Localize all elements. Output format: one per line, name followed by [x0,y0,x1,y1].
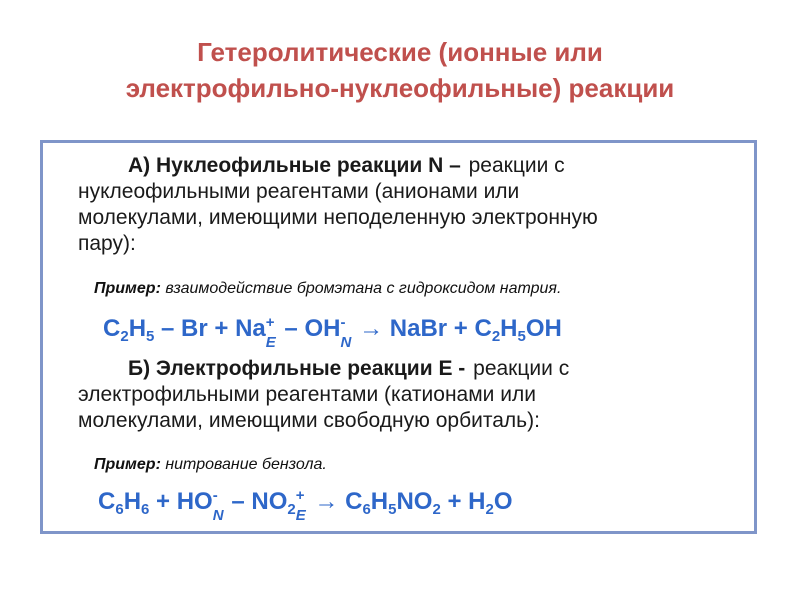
section-a [78,153,758,257]
eq-b-sub2: E [295,507,306,524]
slide-title [0,34,800,106]
example-a [94,280,561,298]
section-b-line2: электрофильными реагентами (катионами или [78,383,536,406]
eq-a-t5: → NaBr + C [352,315,492,342]
eq-a-s3: 2 [491,328,501,345]
eq-a-sub2: N [340,334,352,351]
eq-a-s1: 2 [120,328,129,345]
eq-b-sup2: + [295,487,305,504]
eq-b-t6: H [370,488,389,515]
eq-b-t1: C [98,488,116,515]
example-b-label: Пример: [94,456,161,473]
eq-b-t3: + HO [149,488,213,515]
section-a-line1: реакции с [468,154,565,177]
section-a-line4: пару): [78,232,136,255]
section-a-line2: нуклеофильными реагентами (анионами или [78,180,520,203]
eq-b-s1: 6 [115,501,124,518]
eq-b-s3: 2 [287,501,296,518]
eq-b-s7: 2 [485,501,494,518]
eq-b-s5: 5 [388,501,397,518]
eq-b-sup1: - [212,487,218,504]
eq-a-s2: 5 [146,328,155,345]
eq-b-t7: NO [396,488,433,515]
eq-b-t5: → C [307,488,363,515]
eq-b-s6: 2 [432,501,441,518]
content-box [40,140,757,534]
section-b-line1: реакции с [473,357,570,380]
title-line-1: Гетеролитические (ионные или [197,37,603,67]
eq-b-t9: O [493,488,513,515]
eq-b-t8: + H [440,488,486,515]
section-a-heading: А) Нуклеофильные реакции N – [128,154,461,177]
title-line-2: электрофильно-нуклеофильные) реакции [125,73,675,103]
example-b-text: нитрование бензола. [165,456,327,473]
section-a-line3: молекулами, имеющими неподеленную электронную [78,206,598,229]
equation-b [98,487,513,524]
equation-a [103,314,562,351]
eq-a-t7: OH [525,315,562,342]
eq-a-s4: 5 [517,328,526,345]
section-b-heading: Б) Электрофильные реакции Е - [128,357,466,380]
eq-a-sup1: + [265,314,275,331]
eq-a-t6: H [500,315,518,342]
eq-a-t1: C [103,315,121,342]
eq-a-sup2: - [340,314,346,331]
section-b-line3: молекулами, имеющими свободную орбиталь): [78,409,540,432]
eq-a-t4: – OH [277,315,341,342]
eq-b-s2: 6 [141,501,150,518]
eq-a-sub1: E [265,334,276,351]
eq-b-sub1: N [212,507,224,524]
eq-a-t2: H [128,315,147,342]
section-b [78,356,758,434]
eq-b-s4: 6 [362,501,371,518]
example-a-text: взаимодействие бромэтана с гидроксидом натрия. [165,280,562,297]
eq-b-t4: – NO [224,488,288,515]
eq-b-t2: H [123,488,142,515]
example-a-label: Пример: [94,280,161,297]
example-b [94,456,327,474]
eq-a-t3: – Br + Na [154,315,266,342]
